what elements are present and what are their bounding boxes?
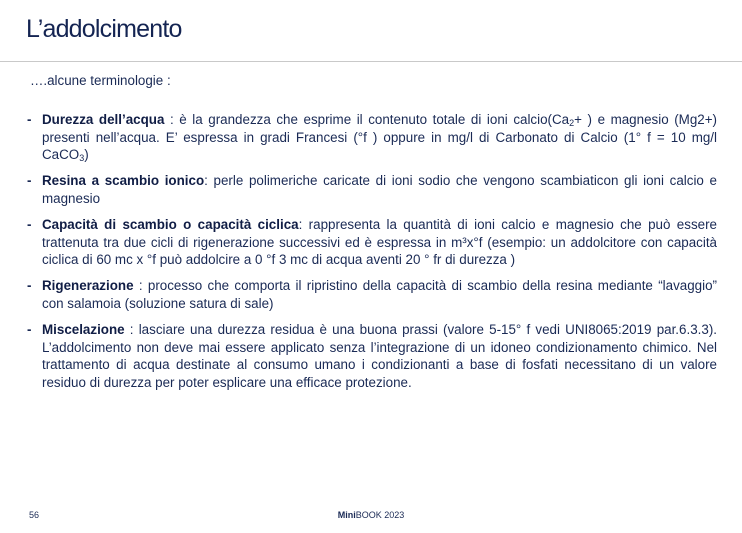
page-title: L’addolcimento	[26, 15, 182, 43]
list-item-durezza	[27, 111, 717, 164]
bullet: -	[27, 173, 32, 189]
intro-text: ….alcune terminologie :	[30, 73, 171, 88]
definition-text: : processo che comporta il ripristino della capacità di scambio della resina mediante “lavaggio” con salamoia (soluzione satura di sale)	[42, 278, 717, 311]
footer-brand	[0, 510, 742, 520]
page-number: 56	[29, 510, 40, 520]
list-item-rigenerazione	[27, 277, 717, 312]
definition-text: : è la grandezza che esprime il contenuto totale di ioni calcio(Ca	[164, 112, 570, 127]
term-label: Resina a scambio ionico	[42, 173, 205, 189]
list-item-capacita	[27, 216, 717, 269]
brand-rest: BOOK 2023	[355, 510, 405, 520]
term-label: Rigenerazione	[42, 278, 134, 294]
title-divider	[0, 61, 742, 62]
bullet: -	[27, 112, 32, 127]
terminology-list	[27, 111, 717, 400]
brand-bold: Mini	[337, 510, 356, 520]
definition-text: : rappresenta la quantità di ioni calcio e magnesio che può essere trattenuta tra due cicli di rigenerazione successivi ed è espressa in m³x°f (esempio: un addolcitore con capacità ciclica di 60 mc x °f può addolcire a 0 °f 3 mc di acqua aventi 20 ° fr di durezza )	[42, 216, 717, 268]
list-item-miscelazione	[27, 321, 717, 391]
subscript: 2	[569, 118, 575, 128]
bullet: -	[27, 278, 32, 294]
term-label: Miscelazione	[42, 321, 125, 337]
subscript: 3	[79, 153, 85, 164]
definition-text: : lasciare una durezza residua è una buona prassi (valore 5-15° f vedi UNI8065:2019 par.6.3.3). L’addolcimento non deve mai essere applicato senza l’integrazione di un idoneo condizionamento chimico. Nel trattamento di acqua destinate al consumo umano i condizionanti a base di fosfati necessitano di un valore residuo di durezza per poter esplicare una efficace protezione.	[42, 321, 717, 390]
list-item-resina	[27, 172, 717, 207]
definition-text: : perle polimeriche caricate di ioni sodio che vengono scambiaticon gli ioni calcio e magnesio	[42, 173, 717, 206]
bullet: -	[27, 216, 32, 232]
definition-text: + ) e magnesio (Mg2+) presenti nell’acqua. E’ espressa in gradi Francesi (°f ) oppure in mg/l di Carbonato di Calcio (1° f = 10 mg/l CaCO	[42, 112, 717, 163]
bullet: -	[27, 321, 32, 337]
definition-text: )	[84, 147, 89, 163]
term-label: Capacità di scambio o capacità ciclica	[42, 216, 299, 232]
term-label: Durezza dell’acqua	[42, 112, 165, 127]
